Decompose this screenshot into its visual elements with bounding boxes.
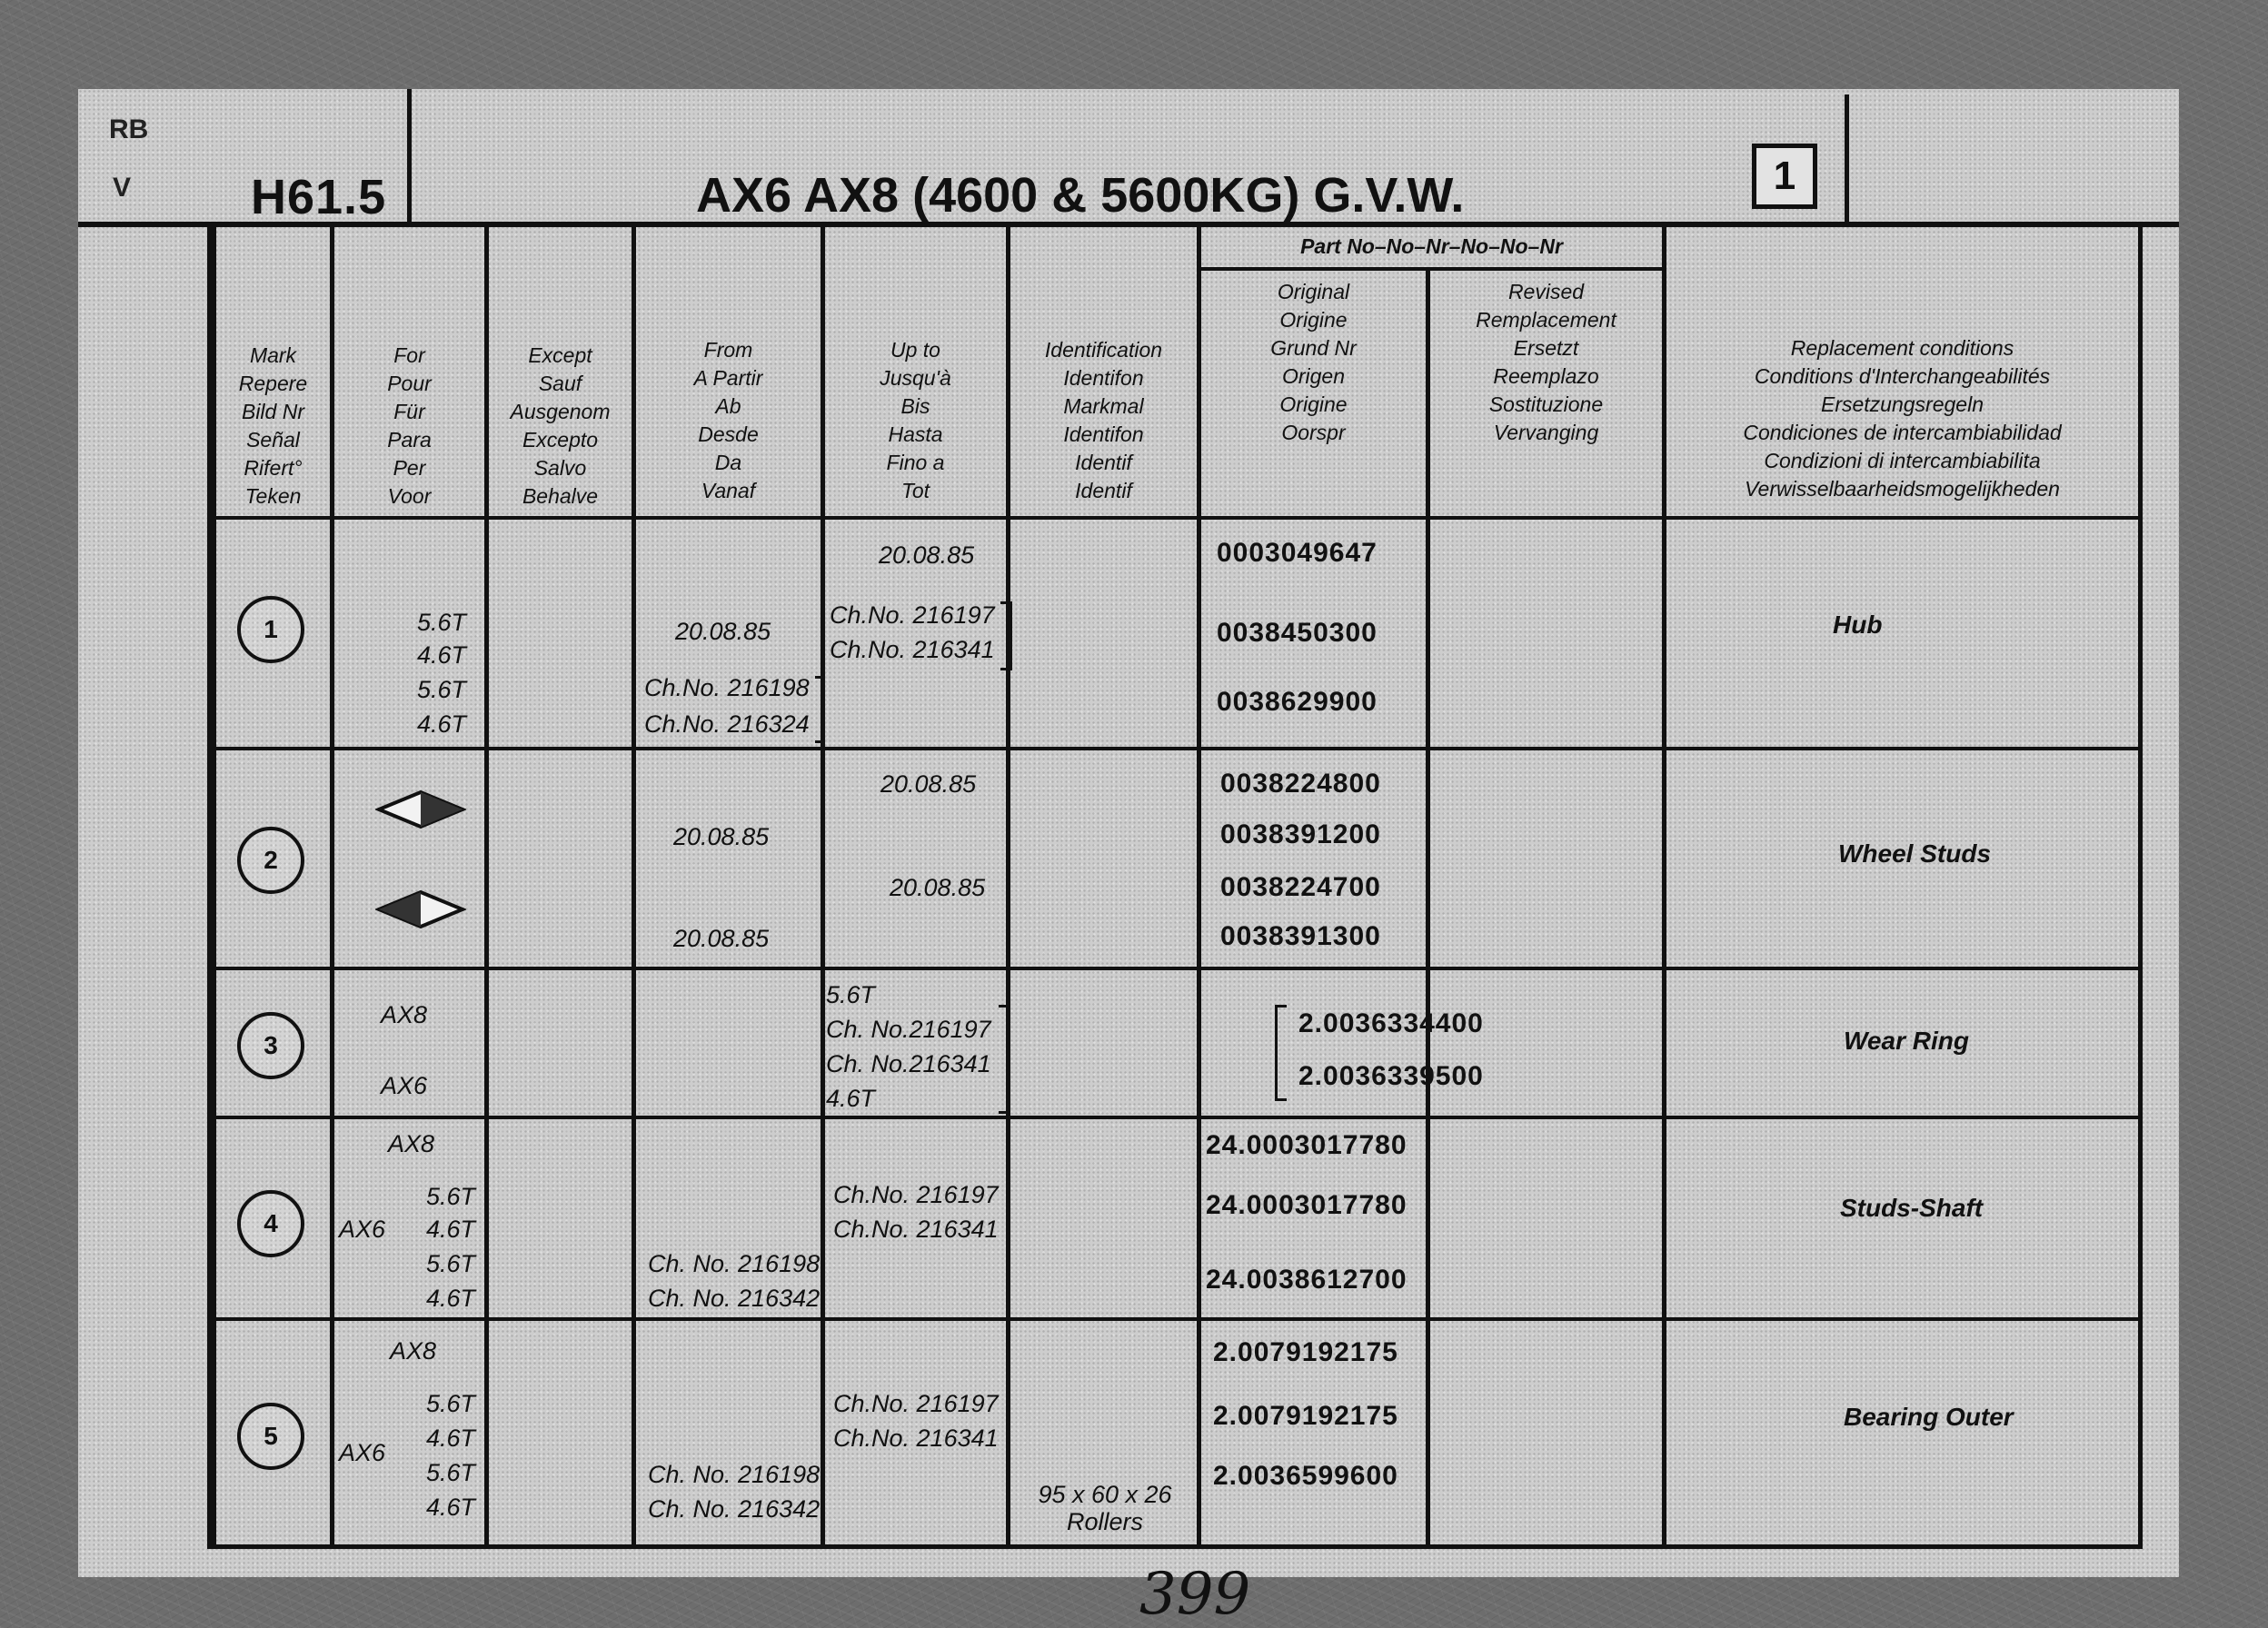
upto-value: Ch.No. 216197 xyxy=(833,1390,999,1417)
for-value: 4.6T xyxy=(426,1285,476,1312)
sheet-header xyxy=(78,89,2179,227)
for-value: AX8 xyxy=(390,1337,437,1365)
for-value: 5.6T xyxy=(426,1183,476,1210)
for-value: 5.6T xyxy=(417,676,467,703)
header-divider xyxy=(407,89,412,227)
part-original: 0038391200 xyxy=(1220,819,1381,849)
upto-value: Ch. No.216197 xyxy=(826,1016,991,1043)
from-value: Ch. No. 216198 xyxy=(648,1461,821,1488)
for-value: 5.6T xyxy=(426,1459,476,1486)
from-value: 20.08.85 xyxy=(673,925,770,952)
wheel-stud-type-a-icon xyxy=(375,787,466,832)
row-line xyxy=(212,967,2138,970)
upto-value: 20.08.85 xyxy=(880,770,977,798)
page-number-box: 1 xyxy=(1752,144,1817,209)
upto-value: 20.08.85 xyxy=(879,541,975,569)
header-from: From A Partir Ab Desde Da Vanaf xyxy=(693,338,763,502)
part-original: 2.0036599600 xyxy=(1213,1461,1398,1491)
part-original: 0038629900 xyxy=(1217,687,1378,717)
from-value: 20.08.85 xyxy=(675,618,771,645)
replacement-condition: Studs-Shaft xyxy=(1840,1194,1984,1222)
for-value: 5.6T xyxy=(426,1250,476,1277)
upto-value: Ch. No.216341 xyxy=(826,1050,991,1077)
parts-sheet-card xyxy=(78,89,2179,1628)
upto-value: Ch.No. 216341 xyxy=(833,1216,999,1243)
upto-value: 20.08.85 xyxy=(890,874,986,901)
header-partno: Part No–No–Nr–No–No–Nr xyxy=(1300,234,1563,258)
handwritten-page-number: 399 xyxy=(1139,1561,1251,1628)
header-identification: Identification Identifon Markmal Identifon Identif Identif xyxy=(1044,338,1163,502)
upto-value: Ch.No. 216341 xyxy=(833,1424,999,1452)
section-code: H61.5 xyxy=(251,170,387,224)
header-divider xyxy=(1845,94,1849,223)
for-value: AX8 xyxy=(388,1130,435,1157)
row-line xyxy=(212,1116,2138,1119)
mark-5: 5 xyxy=(237,1403,304,1470)
header-left-top: RB xyxy=(109,114,149,144)
upto-value: 5.6T xyxy=(826,981,876,1008)
from-value: Ch.No. 216198 xyxy=(644,674,810,701)
bracket xyxy=(1000,601,1012,670)
bracket xyxy=(1275,1005,1287,1101)
mark-2: 2 xyxy=(237,827,304,894)
from-value: Ch. No. 216342 xyxy=(648,1285,821,1312)
row-line xyxy=(212,516,2138,520)
part-original: 24.0038612700 xyxy=(1206,1265,1408,1295)
for-value: 4.6T xyxy=(417,641,467,669)
part-original: 0038450300 xyxy=(1217,618,1378,648)
header-for: For Pour Für Para Per Voor xyxy=(387,343,432,508)
from-value: Ch. No. 216198 xyxy=(648,1250,821,1277)
for-value: 4.6T xyxy=(426,1424,476,1452)
wheel-stud-type-b-icon xyxy=(375,887,466,932)
for-value: AX6 xyxy=(339,1216,386,1243)
replacement-condition: Wear Ring xyxy=(1844,1027,1969,1055)
part-original: 0003049647 xyxy=(1217,538,1378,568)
mark-4: 4 xyxy=(237,1190,304,1257)
mark-3: 3 xyxy=(237,1012,304,1079)
part-original: 2.0079192175 xyxy=(1213,1401,1398,1431)
header-original: Original Origine Grund Nr Origen Origine Oorspr xyxy=(1270,280,1357,444)
replacement-condition: Bearing Outer xyxy=(1844,1403,2014,1431)
for-value: 4.6T xyxy=(426,1494,476,1521)
col-line xyxy=(1426,269,1430,1544)
header-revised: Revised Remplacement Ersetzt Reemplazo Sostituzione Vervanging xyxy=(1476,280,1616,444)
from-value: 20.08.85 xyxy=(673,823,770,850)
header-except: Except Sauf Ausgenom Excepto Salvo Behalve xyxy=(510,343,611,508)
for-value: 5.6T xyxy=(417,609,467,636)
ident-value: Rollers xyxy=(1066,1508,1144,1535)
mark-1: 1 xyxy=(237,596,304,663)
partno-underline xyxy=(1197,267,1662,271)
part-original: 2.0079192175 xyxy=(1213,1337,1398,1367)
for-value: 4.6T xyxy=(417,710,467,738)
header-upto: Up to Jusqu'à Bis Hasta Fino a Tot xyxy=(880,338,951,502)
header-mark: Mark Repere Bild Nr Señal Rifert° Teken xyxy=(238,343,308,508)
upto-value: Ch.No. 216197 xyxy=(830,601,995,629)
bracket xyxy=(999,1005,1010,1114)
for-value: 5.6T xyxy=(426,1390,476,1417)
from-value: Ch. No. 216342 xyxy=(648,1495,821,1523)
for-value: 4.6T xyxy=(426,1216,476,1243)
replacement-condition: Wheel Studs xyxy=(1838,839,1992,868)
header-replacement: Replacement conditions Conditions d'Interchangeabilités Ersetzungsregeln Condiciones de intercambiabilidad Condizioni di intercambiabilita Verwisselbaarheidsmogelijkheden xyxy=(1743,336,2062,501)
parts-table xyxy=(207,227,2143,1549)
part-original: 24.0003017780 xyxy=(1206,1130,1408,1160)
header-left-bottom: V xyxy=(113,173,132,203)
sheet-title: AX6 AX8 (4600 & 5600KG) G.V.W. xyxy=(696,168,1465,223)
part-original: 0038391300 xyxy=(1220,921,1381,951)
for-value: AX6 xyxy=(339,1439,386,1466)
bracket xyxy=(815,676,825,743)
from-value: Ch.No. 216324 xyxy=(644,710,810,738)
upto-value: Ch.No. 216341 xyxy=(830,636,995,663)
for-value: AX8 xyxy=(381,1001,428,1028)
replacement-condition: Hub xyxy=(1833,610,1883,639)
upto-value: 4.6T xyxy=(826,1085,876,1112)
upto-value: Ch.No. 216197 xyxy=(833,1181,999,1208)
part-original: 0038224700 xyxy=(1220,872,1381,902)
ident-value: 95 x 60 x 26 xyxy=(1038,1481,1172,1508)
part-original: 2.0036339500 xyxy=(1298,1061,1484,1091)
row-line xyxy=(212,747,2138,750)
part-original: 0038224800 xyxy=(1220,769,1381,799)
part-original: 2.0036334400 xyxy=(1298,1008,1484,1038)
for-value: AX6 xyxy=(381,1072,428,1099)
part-original: 24.0003017780 xyxy=(1206,1190,1408,1220)
row-line xyxy=(212,1317,2138,1321)
